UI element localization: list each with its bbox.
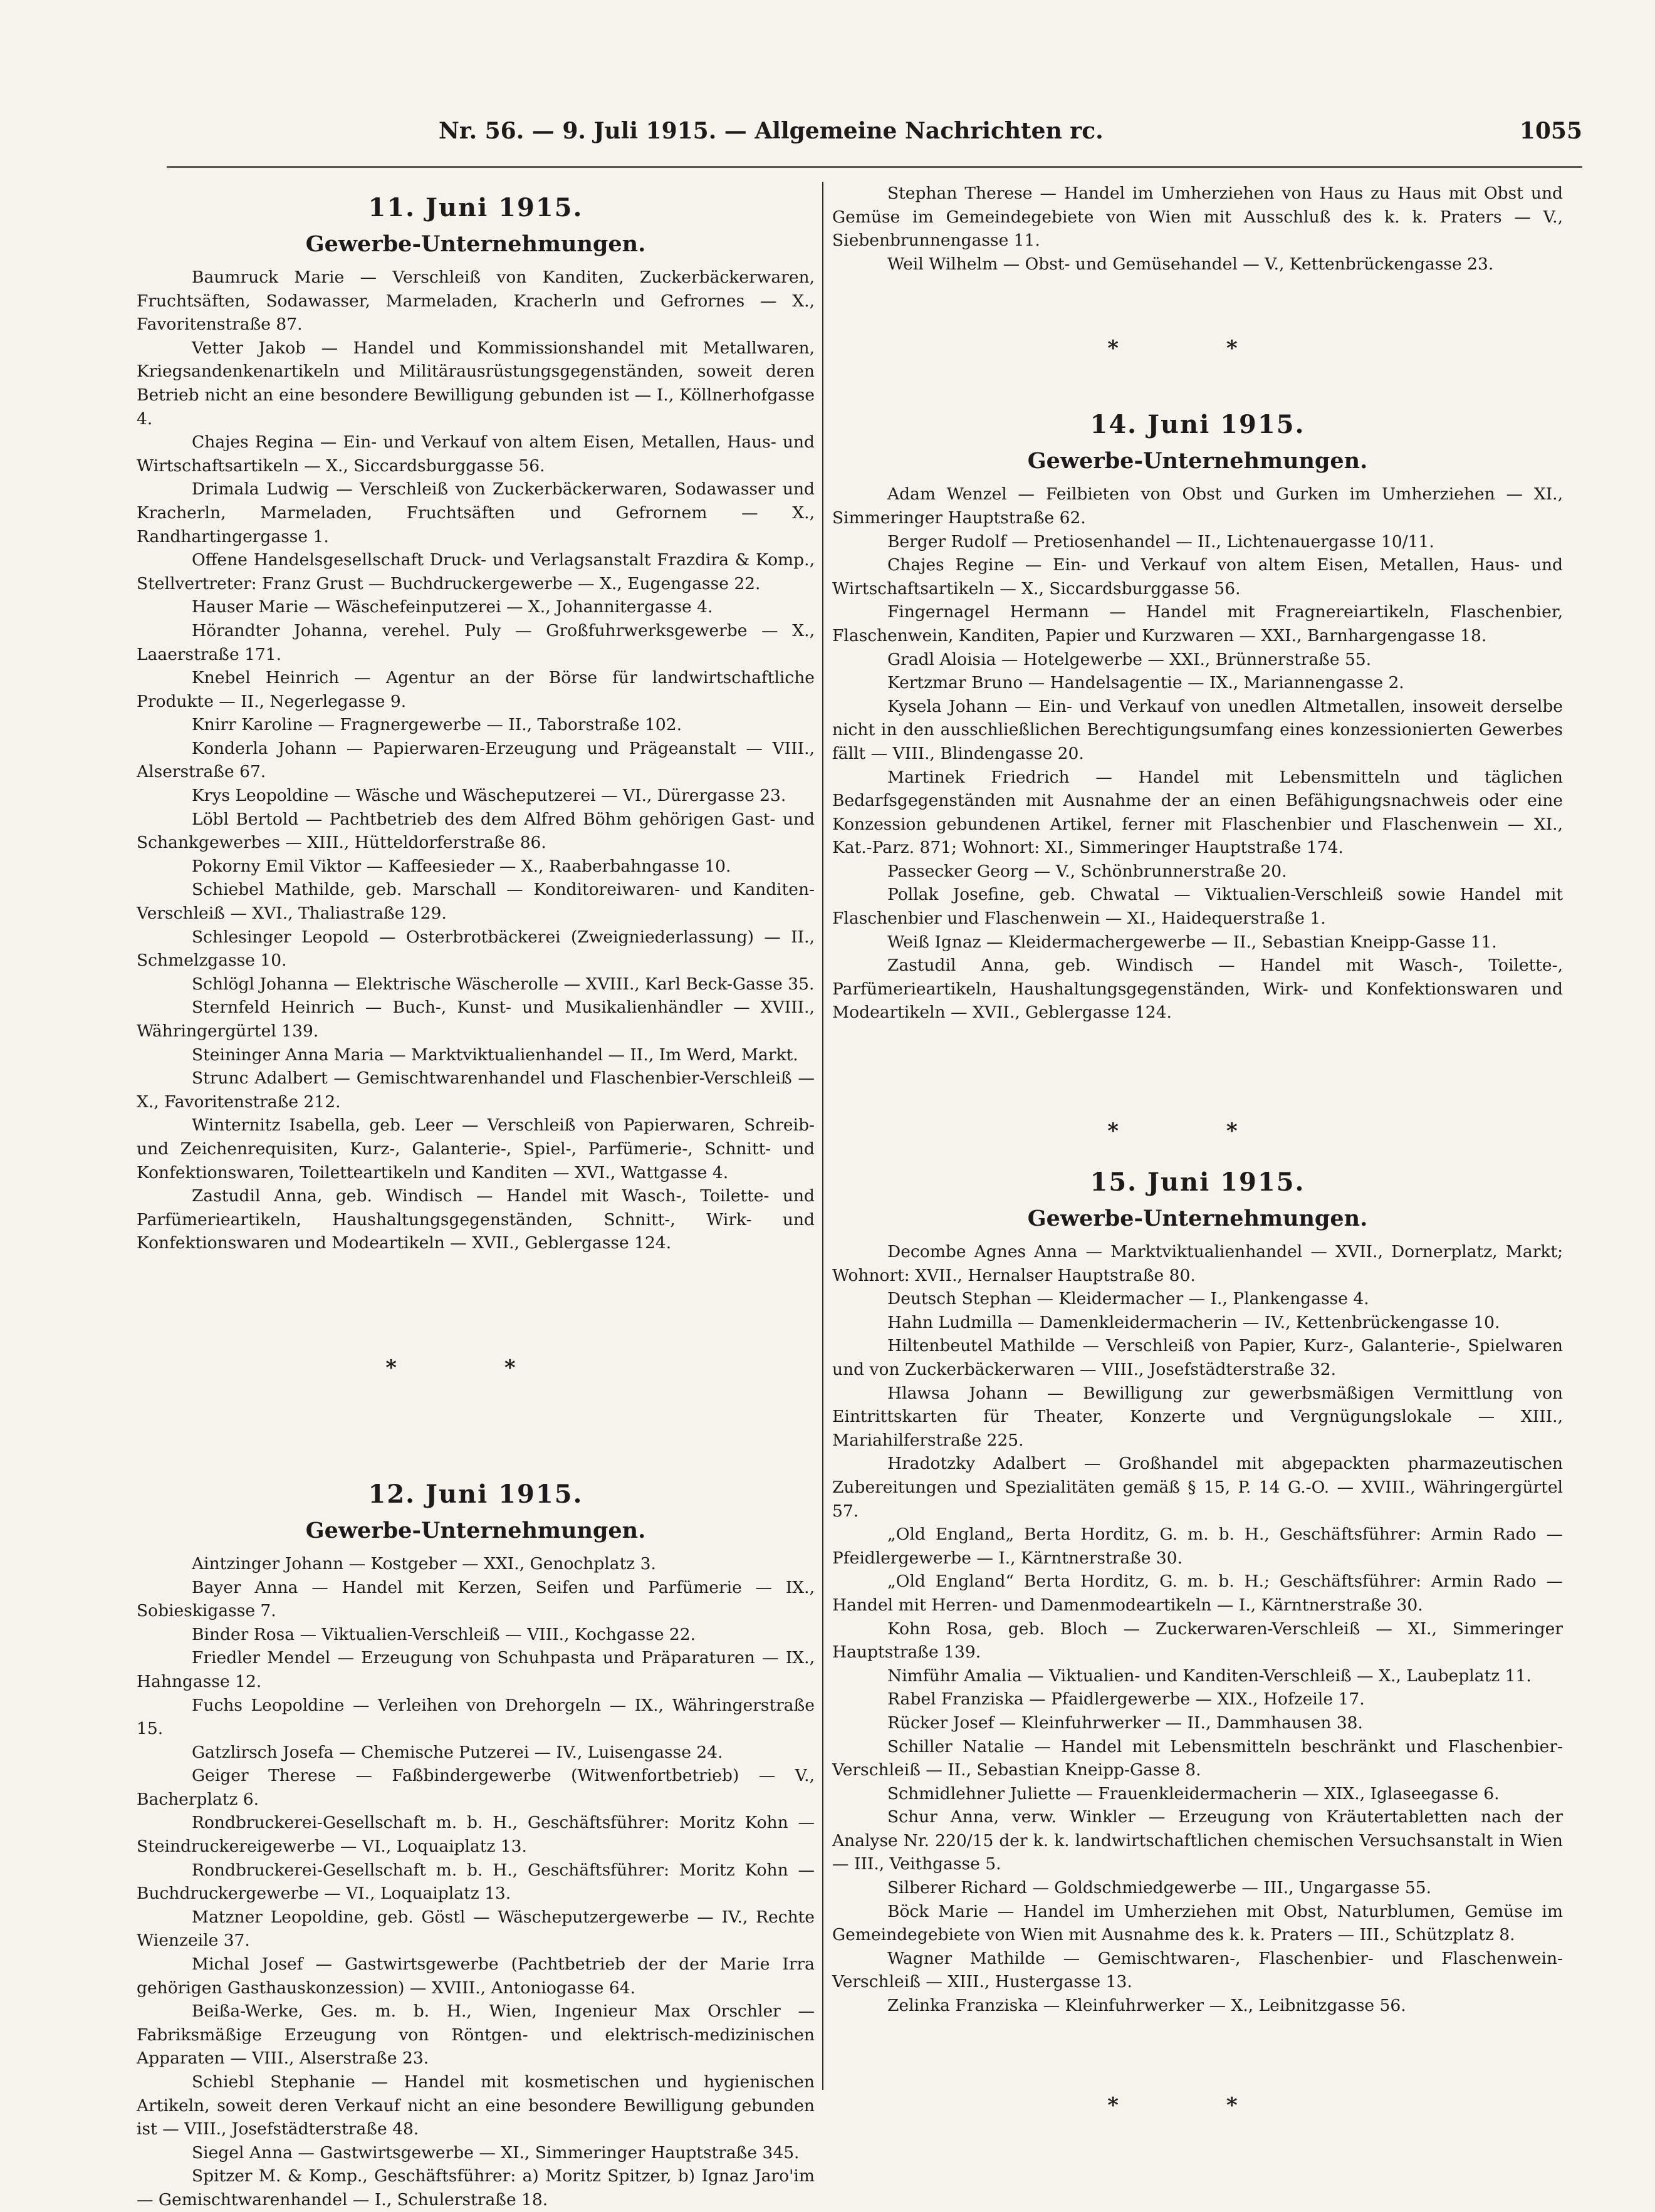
register-entry: Kohn Rosa, geb. Bloch — Zuckerwaren-Verschleiß — XI., Simmeringer Hauptstraße 139. — [832, 1619, 1563, 1662]
register-entry: Nimführ Amalia — Viktualien- und Kanditen-Verschleiß — X., Laubeplatz 11. — [887, 1666, 1532, 1686]
register-entry: Winternitz Isabella, geb. Leer — Verschleiß von Papierwaren, Schreib- und Zeichenrequisiten, Kurz-, Galanterie-, Spiel-, Parfümerie-, Schnitt- und Konfektionswaren, Toiletteartikeln und Kanditen — XVI., Wattgasse 4. — [137, 1115, 815, 1182]
register-entry: Siegel Anna — Gastwirtsgewerbe — XI., Simmeringer Hauptstraße 345. — [192, 2142, 800, 2162]
register-entry: Hauser Marie — Wäschefeinputzerei — X., Johannitergasse 4. — [192, 597, 713, 617]
entry-list — [137, 1552, 815, 2212]
register-entry: Vetter Jakob — Handel und Kommissionshandel mit Metallwaren, Kriegsandenkenartikeln und Militärausrüstungsgegenständen, soweit deren Betrieb nicht an eine besondere Bewilligung gebunden ist — I., Köllnerhofgasse 4. — [137, 338, 815, 429]
entry-list — [832, 1240, 1563, 2018]
register-entry: Matzner Leopoldine, geb. Göstl — Wäscheputzergewerbe — IV., Rechte Wienzeile 37. — [137, 1907, 815, 1951]
register-entry: Binder Rosa — Viktualien-Verschleiß — VIII., Kochgasse 22. — [192, 1624, 696, 1644]
register-entry: Pollak Josefine, geb. Chwatal — Viktualien-Verschleiß sowie Handel mit Flaschenbier und Flaschenwein — XI., Haidequerstraße 1. — [832, 885, 1563, 929]
register-entry: Weiß Ignaz — Kleidermachergewerbe — II., Sebastian Kneipp-Gasse 11. — [887, 932, 1497, 952]
register-entry: „Old England“ Berta Horditz, G. m. b. H.; Geschäftsführer: Armin Rado — Handel mit Herren- und Damenmodeartikeln — I., Kärntnerstraße 30. — [832, 1572, 1563, 1615]
register-entry: Passecker Georg — V., Schönbrunnerstraße 20. — [887, 861, 1287, 881]
register-entry: Spitzer M. & Komp., Geschäftsführer: a) Moritz Spitzer, b) Ignaz Jaro'im — Gemischtwarenhandel — I., Schulerstraße 18. — [137, 2166, 815, 2209]
register-entry: „Old England„ Berta Horditz, G. m. b. H., Geschäftsführer: Armin Rado — Pfeidlergewerbe — I., Kärntnerstraße 30. — [832, 1525, 1563, 1568]
register-entry: Kysela Johann — Ein- und Verkauf von unedlen Altmetallen, insoweit derselbe nicht in den ausschließlichen Berechtigungsumfang eines konzessionierten Gewerbes fällt — VIII., Blindengasse 20. — [832, 696, 1563, 763]
register-entry: Geiger Therese — Faßbindergewerbe (Witwenfortbetrieb) — V., Bacherplatz 6. — [137, 1766, 815, 1809]
register-entry: Hradotzky Adalbert — Großhandel mit abgepackten pharmazeutischen Zubereitungen und Spezialitäten gemäß § 15, P. 14 G.-O. — XVIII., Währingergürtel 57. — [832, 1454, 1563, 1521]
register-entry: Schiller Natalie — Handel mit Lebensmitteln beschränkt und Flaschenbier-Verschleiß — II., Sebastian Kneipp-Gasse 8. — [832, 1736, 1563, 1780]
register-entry: Schlögl Johanna — Elektrische Wäscherolle — XVIII., Karl Beck-Gasse 35. — [192, 974, 815, 994]
register-entry: Schlesinger Leopold — Osterbrotbäckerei (Zweigniederlassung) — II., Schmelzgasse 10. — [137, 927, 815, 971]
section-separator-stars: * * — [1107, 1119, 1288, 1144]
register-entry: Knebel Heinrich — Agentur an der Börse für landwirtschaftliche Produkte — II., Negerlegasse 9. — [137, 668, 815, 711]
register-entry: Wagner Mathilde — Gemischtwaren-, Flaschenbier- und Flaschenwein-Verschleiß — XIII., Hustergasse 13. — [832, 1948, 1563, 1992]
register-entry: Hahn Ludmilla — Damenkleidermacherin — IV., Kettenbrückengasse 10. — [887, 1312, 1500, 1332]
register-entry: Konderla Johann — Papierwaren-Erzeugung und Prägeanstalt — VIII., Alserstraße 67. — [137, 738, 815, 782]
register-entry: Schiebl Stephanie — Handel mit kosmetischen und hygienischen Artikeln, soweit deren Verkauf nicht an eine besondere Bewilligung gebunden ist — VIII., Josefstädterstraße 48. — [137, 2072, 815, 2139]
section-heading-gewerbe: Gewerbe-Unternehmungen. — [1027, 1206, 1368, 1232]
register-entry: Strunc Adalbert — Gemischtwarenhandel und Flaschenbier-Verschleiß — X., Favoritenstraße 212. — [137, 1068, 815, 1112]
register-entry: Gatzlirsch Josefa — Chemische Putzerei — IV., Luisengasse 24. — [192, 1742, 723, 1762]
register-entry: Michal Josef — Gastwirtsgewerbe (Pachtbetrieb der der Marie Irra gehörigen Gasthauskonzession) — XVIII., Antoniogasse 64. — [137, 1954, 815, 1998]
register-entry: Offene Handelsgesellschaft Druck- und Verlagsanstalt Frazdira & Komp., Stellvertreter: Franz Grust — Buchdruckergewerbe — X., Eugengasse 22. — [137, 550, 815, 593]
entry-list — [137, 266, 815, 1255]
register-entry: Fuchs Leopoldine — Verleihen von Drehorgeln — IX., Währingerstraße 15. — [137, 1695, 815, 1739]
register-entry: Böck Marie — Handel im Umherziehen mit Obst, Naturblumen, Gemüse im Gemeindegebiete von Wien mit Ausnahme des k. k. Praters — III., Schützplatz 8. — [832, 1901, 1563, 1945]
date-heading-june-12: 12. Juni 1915. — [368, 1479, 583, 1509]
register-entry: Rondbruckerei-Gesellschaft m. b. H., Geschäftsführer: Moritz Kohn — Buchdruckergewerbe — VI., Loquaiplatz 13. — [137, 1860, 815, 1904]
register-entry: Stephan Therese — Handel im Umherziehen von Haus zu Haus mit Obst und Gemüse im Gemeindegebiete von Wien mit Ausschluß des k. k. Praters — V., Siebenbrunnengasse 11. — [832, 184, 1563, 251]
register-entry: Beißa-Werke, Ges. m. b. H., Wien, Ingenieur Max Orschler — Fabriksmäßige Erzeugung von Röntgen- und elektrisch-medizinischen Apparaten — VIII., Alserstraße 23. — [137, 2001, 815, 2069]
register-entry: Schmidlehner Juliette — Frauenkleidermacherin — XIX., Iglaseegasse 6. — [887, 1783, 1500, 1803]
register-entry: Rücker Josef — Kleinfuhrwerker — II., Dammhausen 38. — [887, 1713, 1363, 1733]
register-entry: Pokorny Emil Viktor — Kaffeesieder — X., Raaberbahngasse 10. — [192, 856, 731, 876]
register-entry: Kertzmar Bruno — Handelsagentie — IX., Mariannengasse 2. — [887, 673, 1404, 693]
register-entry: Schiebel Mathilde, geb. Marschall — Konditoreiwaren- und Kanditen-Verschleiß — XVI., Thaliastraße 129. — [137, 880, 815, 924]
section-separator-stars: * * — [1107, 336, 1288, 362]
register-entry: Berger Rudolf — Pretiosenhandel — II., Lichtenauergasse 10/11. — [887, 531, 1434, 551]
section-heading-gewerbe: Gewerbe-Unternehmungen. — [305, 1517, 646, 1543]
register-entry: Chajes Regine — Ein- und Verkauf von altem Eisen, Metallen, Haus- und Wirtschaftsartikeln — X., Siccardsburggasse 56. — [832, 555, 1563, 598]
register-entry: Hörandter Johanna, verehel. Puly — Großfuhrwerksgewerbe — X., Laaerstraße 171. — [137, 620, 815, 664]
register-entry: Krys Leopoldine — Wäsche und Wäscheputzerei — VI., Dürergasse 23. — [192, 786, 786, 806]
register-entry: Rabel Franziska — Pfaidlergewerbe — XIX., Hofzeile 17. — [887, 1689, 1365, 1709]
register-entry: Weil Wilhelm — Obst- und Gemüsehandel — V., Kettenbrückengasse 23. — [887, 254, 1494, 274]
section-separator-stars: * * — [1107, 2092, 1288, 2118]
register-entry: Zastudil Anna, geb. Windisch — Handel mit Wasch-, Toilette- und Parfümerieartikeln, Haushaltungsgegenständen, Schnitt-, Wirk- und Konfektionswaren und Modeartikeln — XVII., Geblergasse 124. — [137, 1186, 815, 1253]
page-header — [169, 118, 1582, 155]
column-divider — [822, 182, 823, 2090]
section-separator-stars: * * — [385, 1355, 566, 1380]
entry-list — [832, 483, 1563, 1025]
date-heading-june-11: 11. Juni 1915. — [368, 193, 583, 222]
register-entry: Rondbruckerei-Gesellschaft m. b. H., Geschäftsführer: Moritz Kohn — Steindruckereigewerbe — VI., Loquaiplatz 13. — [137, 1813, 815, 1857]
section-heading-gewerbe: Gewerbe-Unternehmungen. — [305, 231, 646, 257]
register-entry: Hiltenbeutel Mathilde — Verschleiß von Papier, Kurz-, Galanterie-, Spielwaren und von Zuckerbäckerwaren — VIII., Josefstädterstraße 32. — [832, 1336, 1563, 1379]
register-entry: Zelinka Franziska — Kleinfuhrwerker — X., Leibnitzgasse 56. — [887, 1996, 1406, 2016]
register-entry: Knirr Karoline — Fragnergewerbe — II., Taborstraße 102. — [192, 715, 682, 735]
register-entry: Steininger Anna Maria — Marktviktualienhandel — II., Im Werd, Markt. — [192, 1045, 798, 1065]
register-entry: Sternfeld Heinrich — Buch-, Kunst- und Musikalienhändler — XVIII., Währingergürtel 139. — [137, 998, 815, 1041]
register-entry: Hlawsa Johann — Bewilligung zur gewerbsmäßigen Vermittlung von Eintrittskarten für Theater, Konzerte und Vergnügungslokale — XIII., Mariahilferstraße 225. — [832, 1383, 1563, 1450]
register-entry: Adam Wenzel — Feilbieten von Obst und Gurken im Umherziehen — XI., Simmeringer Hauptstraße 62. — [832, 484, 1563, 528]
register-entry: Zastudil Anna, geb. Windisch — Handel mit Wasch-, Toilette-, Parfümerieartikeln, Haushaltungsgegenständen, Wirk- und Konfektionswaren und Modeartikeln — XVII., Geblergasse 124. — [832, 956, 1563, 1023]
register-entry: Schur Anna, verw. Winkler — Erzeugung von Kräutertabletten nach der Analyse Nr. 220/15 der k. k. landwirtschaftlichen chemischen Versuchsanstalt in Wien — III., Veithgasse 5. — [832, 1807, 1563, 1874]
register-entry: Fingernagel Hermann — Handel mit Fragnereiartikeln, Flaschenbier, Flaschenwein, Kanditen, Papier und Kurzwaren — XXI., Barnhargengasse 18. — [832, 602, 1563, 645]
register-entry: Martinek Friedrich — Handel mit Lebensmitteln und täglichen Bedarfsgegenständen mit Ausnahme der an einen Befähigungsnachweis oder eine Konzession gebundenen Artikel, ferner mit Flaschenbier und Flaschenwein — XI., Kat.-Parz. 871; Wohnort: XI., Simmeringer Hauptstraße 174. — [832, 767, 1563, 858]
register-entry: Baumruck Marie — Verschleiß von Kanditen, Zuckerbäckerwaren, Fruchtsäften, Sodawasser, Marmeladen, Kracherln und Gefrornes — X., Favoritenstraße 87. — [137, 268, 815, 335]
register-entry: Drimala Ludwig — Verschleiß von Zuckerbäckerwaren, Sodawasser und Kracherln, Marmeladen, Fruchtsäften und Gefrornem — X., Randhartingergasse 1. — [137, 479, 815, 546]
register-entry: Friedler Mendel — Erzeugung von Schuhpasta und Präparaturen — IX., Hahngasse 12. — [137, 1648, 815, 1691]
register-entry: Löbl Bertold — Pachtbetrieb des dem Alfred Böhm gehörigen Gast- und Schankgewerbes — XIII., Hütteldorferstraße 86. — [137, 809, 815, 853]
section-heading-gewerbe: Gewerbe-Unternehmungen. — [1027, 448, 1368, 474]
register-entry: Gradl Aloisia — Hotelgewerbe — XXI., Brünnerstraße 55. — [887, 649, 1372, 669]
register-entry: Deutsch Stephan — Kleidermacher — I., Plankengasse 4. — [887, 1289, 1369, 1309]
left-column — [137, 182, 815, 2212]
header-rule — [167, 166, 1582, 168]
register-entry: Decombe Agnes Anna — Marktviktualienhandel — XVII., Dornerplatz, Markt; Wohnort: XVII., Hernalser Hauptstraße 80. — [832, 1242, 1563, 1285]
register-entry: Silberer Richard — Goldschmiedgewerbe — III., Ungargasse 55. — [887, 1878, 1432, 1898]
right-column — [832, 182, 1563, 2131]
running-title: Nr. 56. — 9. Juli 1915. — Allgemeine Nachrichten rc. — [439, 118, 1104, 144]
register-entry: Bayer Anna — Handel mit Kerzen, Seifen und Parfümerie — IX., Sobieskigasse 7. — [137, 1577, 815, 1621]
date-heading-june-14: 14. Juni 1915. — [1090, 410, 1305, 440]
register-entry: Chajes Regina — Ein- und Verkauf von altem Eisen, Metallen, Haus- und Wirtschaftsartikeln — X., Siccardsburggasse 56. — [137, 432, 815, 476]
register-entry: Aintzinger Johann — Kostgeber — XXI., Genochplatz 3. — [192, 1553, 656, 1573]
page-number: 1055 — [1519, 118, 1582, 144]
entry-list — [832, 182, 1563, 276]
date-heading-june-15: 15. Juni 1915. — [1090, 1167, 1305, 1197]
